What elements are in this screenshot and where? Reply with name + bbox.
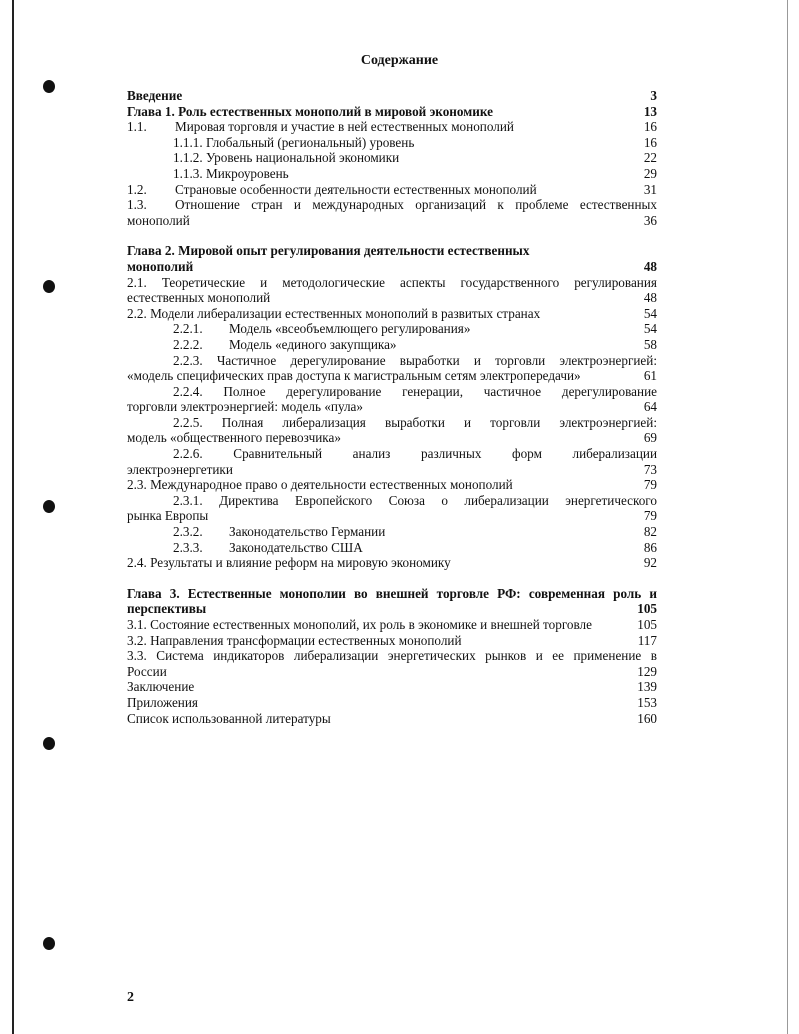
page-ref: 82 <box>643 524 657 540</box>
page-ref: 117 <box>637 632 657 648</box>
page-title: Содержание <box>360 53 439 68</box>
page-ref: 73 <box>643 461 657 477</box>
punch-hole-icon <box>43 937 55 950</box>
page-ref: 86 <box>643 539 657 555</box>
page-ref: 48 <box>643 290 657 306</box>
page-ref: 64 <box>643 399 657 415</box>
scan-right-edge <box>787 0 788 1034</box>
toc-entry-2-3-1: 2.3.1. Директива Европейского Союза о либерализации энергетического рынка Европы 79 <box>127 492 657 524</box>
page-ref: 105 <box>637 617 657 632</box>
toc-entry-references: Список использованной литературы 160 <box>127 710 657 726</box>
toc-entry-intro: Введение 3 <box>127 88 657 103</box>
toc-entry-3-3: 3.3. Система индикаторов либерализации энергетических рынков и ее применение в России 129 <box>127 648 657 679</box>
toc-entry-3-2: 3.2. Направления трансформации естественных монополий 117 <box>127 632 657 648</box>
toc-entry-3-1: 3.1. Состояние естественных монополий, их роль в экономике и внешней торговле 105 <box>127 617 657 632</box>
page-ref: 160 <box>637 710 657 726</box>
punch-hole-icon <box>43 280 55 293</box>
toc-entry-2-2: 2.2. Модели либерализации естественных монополий в развитых странах 54 <box>127 305 657 321</box>
page-ref: 13 <box>643 103 657 119</box>
page-number: 2 <box>127 990 134 1005</box>
page-ref: 139 <box>637 679 657 695</box>
toc-entry-2-2-4: 2.2.4. Полное дерегулирование генерации, частичное дерегулирование торговли электроэнергией: модель «пула» 64 <box>127 383 657 415</box>
page-ref: 153 <box>637 694 657 710</box>
toc-entry-2-2-1: 2.2.1. Модель «всеобъемлющего регулирования» 54 <box>173 321 657 337</box>
page-ref: 69 <box>643 430 657 446</box>
toc-entry-2-3: 2.3. Международное право о деятельности естественных монополий 79 <box>127 477 657 493</box>
page-ref: 92 <box>643 555 657 571</box>
toc-entry-2-2-6: 2.2.6. Сравнительный анализ различных форм либерализации электроэнергетики 73 <box>127 446 657 477</box>
page-ref: 36 <box>643 212 657 228</box>
toc-entry-2-3-3: 2.3.3. Законодательство США 86 <box>173 539 657 555</box>
page-ref: 16 <box>643 119 657 135</box>
page-ref: 48 <box>643 258 657 274</box>
toc-entry-chapter-1: Глава 1. Роль естественных монополий в мировой экономике 13 <box>127 103 657 119</box>
punch-hole-icon <box>43 500 55 513</box>
page-ref: 3 <box>650 88 657 103</box>
page-ref: 105 <box>637 601 657 617</box>
page-ref: 79 <box>643 477 657 493</box>
toc-entry-1-1-1: 1.1.1. Глобальный (региональный) уровень 16 <box>173 134 657 150</box>
page-ref: 22 <box>643 150 657 166</box>
page-ref: 54 <box>643 305 657 321</box>
page-ref: 16 <box>643 134 657 150</box>
punch-hole-icon <box>43 80 55 93</box>
page-ref: 31 <box>643 181 657 197</box>
page-ref: 54 <box>643 321 657 337</box>
toc-entry-2-2-3: 2.2.3. Частичное дерегулирование выработки и торговли электроэнергией: «модель специфических прав доступа к магистральным сетям электропередачи» 61 <box>127 352 657 384</box>
toc-entry-1-1-3: 1.1.3. Микроуровень 29 <box>173 165 657 181</box>
scan-left-edge <box>12 0 14 1034</box>
table-of-contents <box>127 88 657 726</box>
toc-entry-2-2-5: 2.2.5. Полная либерализация выработки и торговли электроэнергией: модель «общественного перевозчика» 69 <box>127 414 657 446</box>
toc-entry-chapter-3: Глава 3. Естественные монополии во внешней торговле РФ: современная роль и перспективы 105 <box>127 585 657 617</box>
toc-entry-1-1-2: 1.1.2. Уровень национальной экономики 22 <box>173 150 657 166</box>
page-ref: 129 <box>637 663 657 679</box>
toc-entry-1-3: 1.3. Отношение стран и международных организаций к проблеме естественных монополий 36 <box>127 197 657 228</box>
punch-hole-icon <box>43 737 55 750</box>
page-ref: 29 <box>643 165 657 181</box>
page-ref: 79 <box>643 508 657 524</box>
toc-entry-1-2: 1.2. Страновые особенности деятельности естественных монополий 31 <box>127 181 657 197</box>
toc-entry-1-1: 1.1. Мировая торговля и участие в ней естественных монополий 16 <box>127 119 657 135</box>
toc-entry-2-2-2: 2.2.2. Модель «единого закупщика» 58 <box>173 336 657 352</box>
toc-entry-2-1: 2.1. Теоретические и методологические аспекты государственного регулирования естественных монополий 48 <box>127 274 657 306</box>
toc-entry-2-4: 2.4. Результаты и влияние реформ на мировую экономику 92 <box>127 555 657 571</box>
page-ref: 58 <box>643 336 657 352</box>
toc-entry-2-3-2: 2.3.2. Законодательство Германии 82 <box>173 524 657 540</box>
toc-entry-chapter-2: Глава 2. Мировой опыт регулирования деятельности естественных монополий 48 <box>127 243 657 274</box>
page-ref: 61 <box>643 368 657 384</box>
toc-entry-appendix: Приложения 153 <box>127 694 657 710</box>
toc-entry-conclusion: Заключение 139 <box>127 679 657 695</box>
